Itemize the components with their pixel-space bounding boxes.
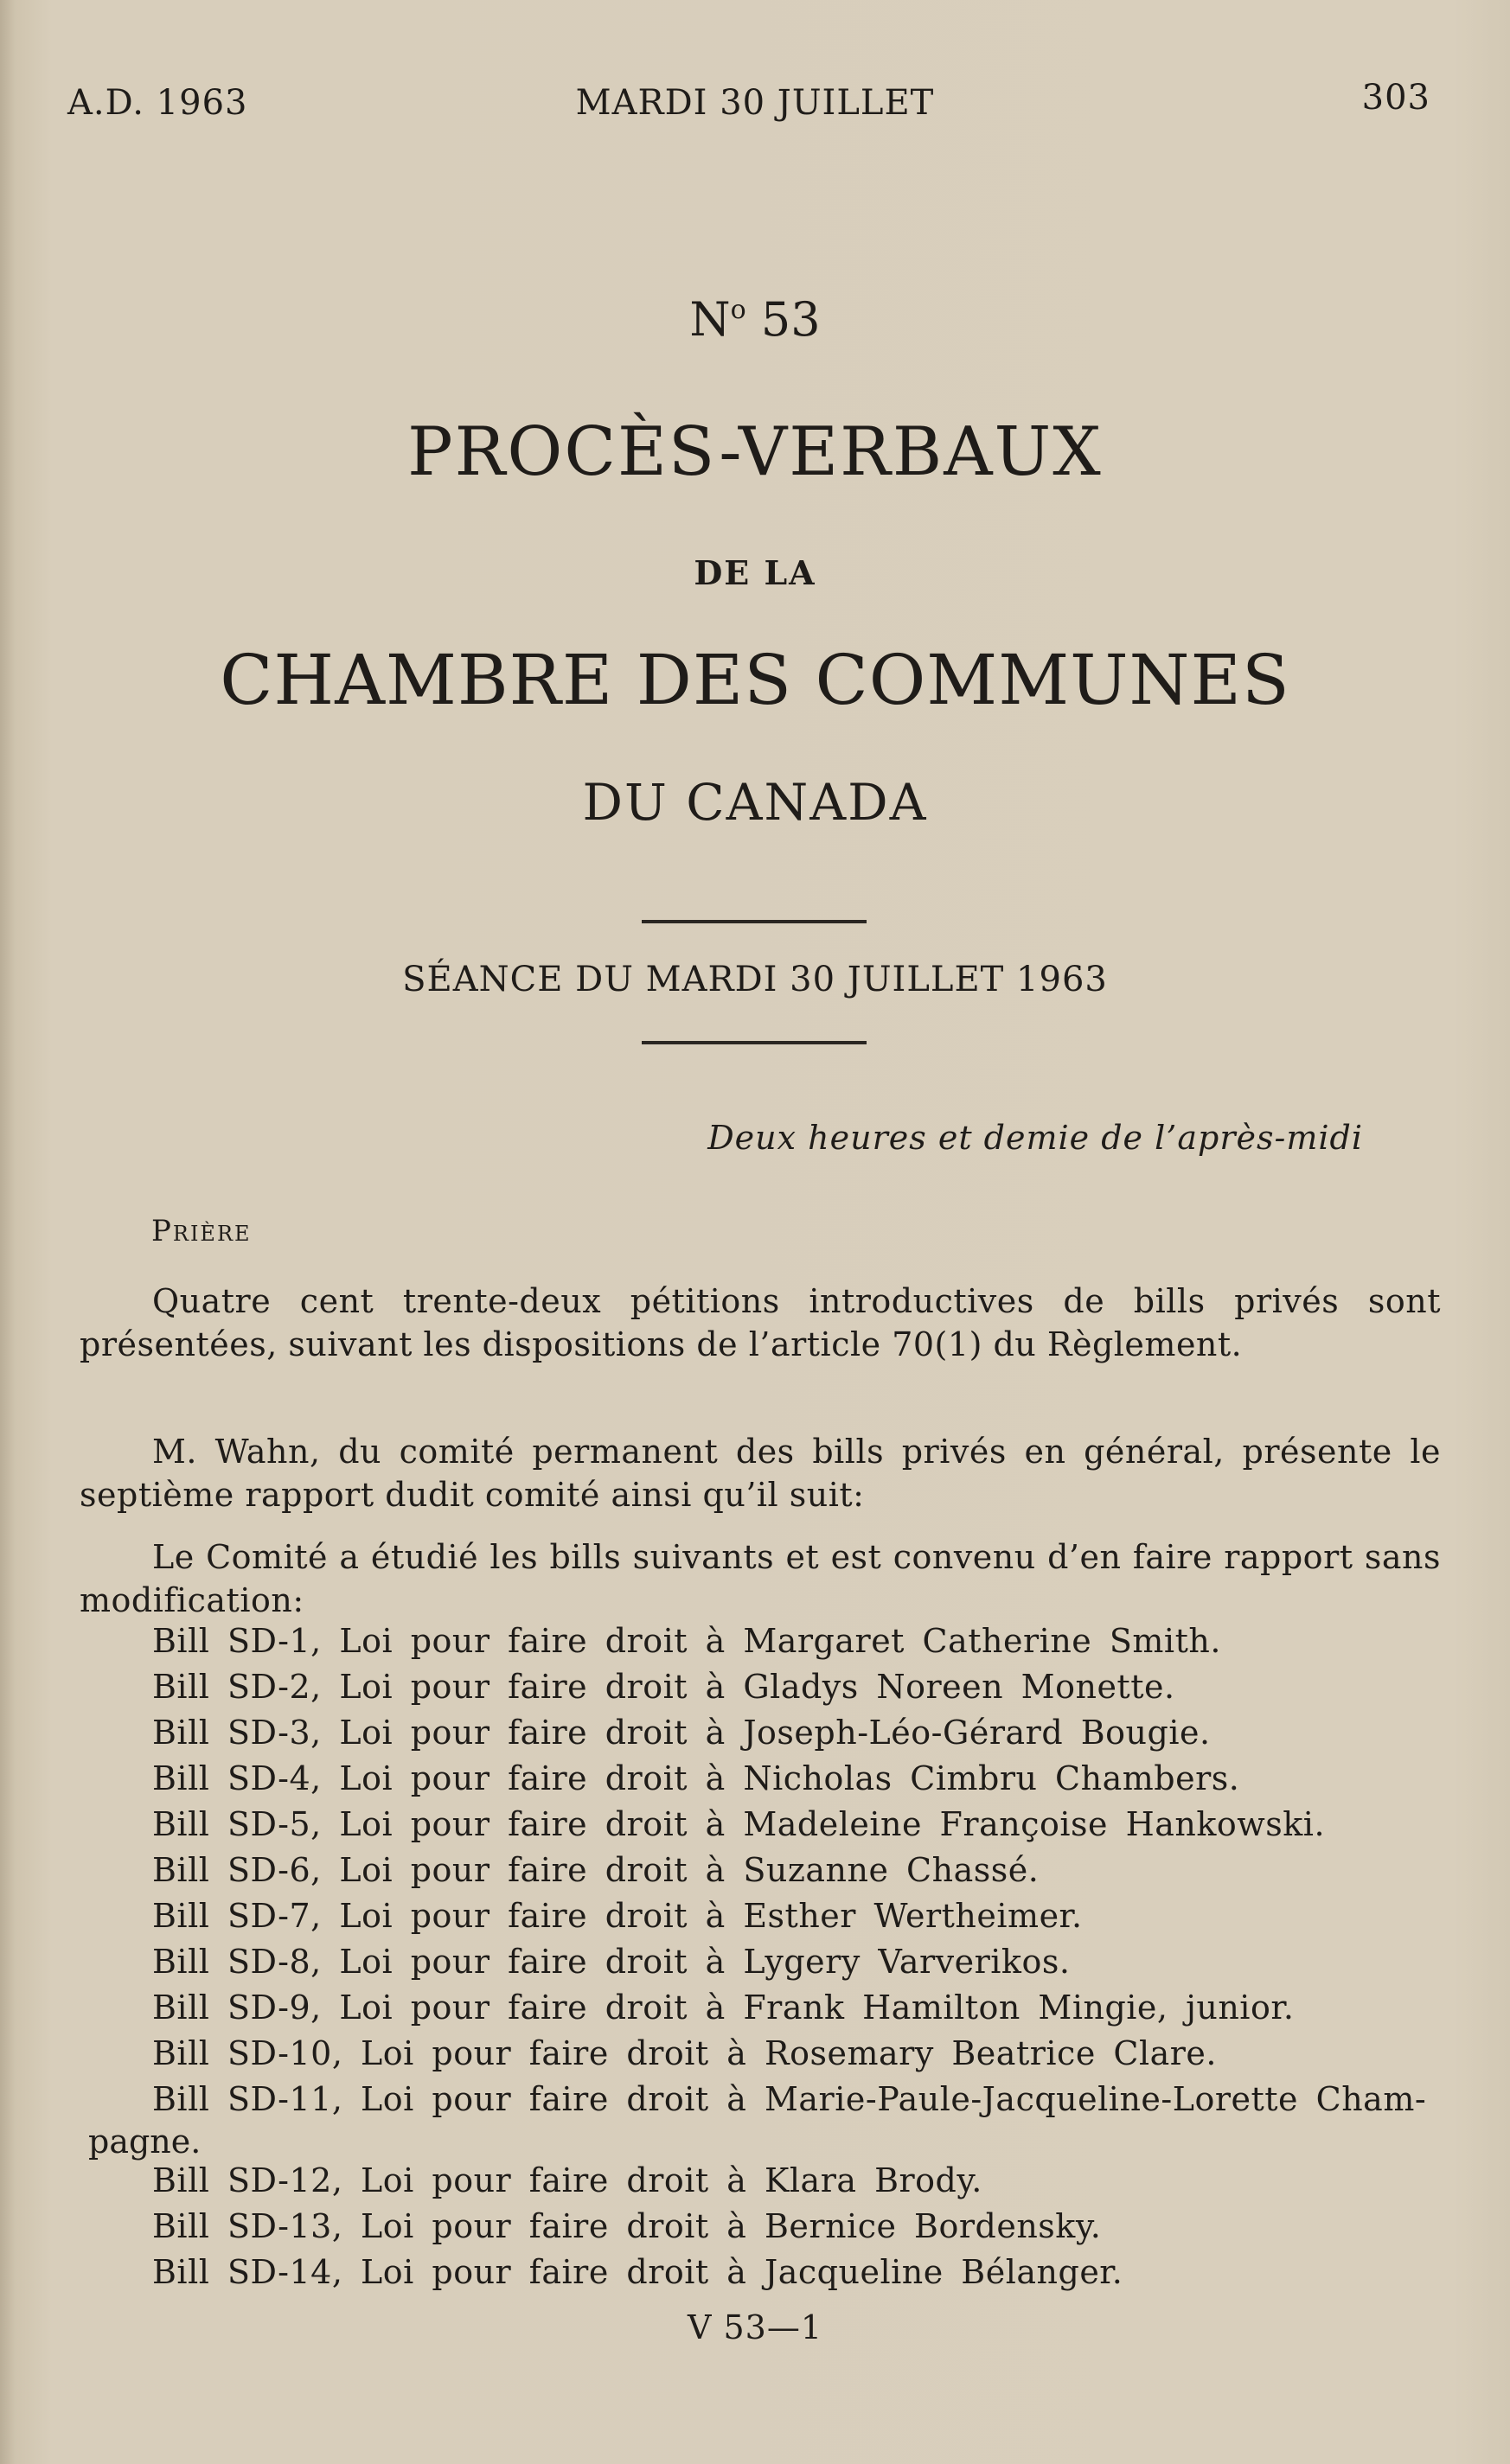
bill-continuation: pagne. bbox=[88, 2122, 202, 2161]
signature-mark: V 53—1 bbox=[687, 2308, 823, 2346]
paragraph-petitions: Quatre cent trente-deux pétitions introductives de bills privés sont présentées, suivant les dispositions de l’article 70(1) du Règlement. bbox=[80, 1282, 1441, 1363]
header-year: A.D. 1963 bbox=[67, 83, 248, 123]
paragraph-comite: Le Comité a étudié les bills suivants et est convenu d’en faire rapport sans modification: bbox=[80, 1538, 1441, 1619]
issue-number-sup: o bbox=[730, 295, 746, 325]
bill-item: Bill SD-2, Loi pour faire droit à Gladys Noreen Monette. bbox=[152, 1668, 1175, 1706]
bill-item: Bill SD-5, Loi pour faire droit à Madeleine Françoise Hankowski. bbox=[152, 1805, 1326, 1843]
bill-item: Bill SD-4, Loi pour faire droit à Nicholas Cimbru Chambers. bbox=[152, 1759, 1240, 1797]
title-chambre: CHAMBRE DES COMMUNES bbox=[220, 640, 1290, 720]
bill-item: Bill SD-10, Loi pour faire droit à Rosemary Beatrice Clare. bbox=[152, 2034, 1217, 2072]
bill-item: Bill SD-8, Loi pour faire droit à Lygery Varverikos. bbox=[152, 1943, 1071, 1981]
bill-item: Bill SD-7, Loi pour faire droit à Esther Wertheimer. bbox=[152, 1897, 1083, 1935]
divider-bottom bbox=[642, 1041, 867, 1044]
bill-list-continued bbox=[152, 2158, 1441, 2295]
divider-top bbox=[642, 920, 867, 923]
page-number: 303 bbox=[1361, 78, 1430, 118]
bill-list bbox=[152, 1618, 1441, 2122]
issue-number-prefix: N bbox=[689, 292, 731, 347]
bill-item: Bill SD-1, Loi pour faire droit à Margaret Catherine Smith. bbox=[152, 1622, 1221, 1660]
bill-item: Bill SD-11, Loi pour faire droit à Marie-Paule-Jacqueline-Lorette Cham- bbox=[152, 2080, 1427, 2118]
header-date: MARDI 30 JUILLET bbox=[575, 83, 935, 123]
section-priere: Prière bbox=[151, 1214, 252, 1248]
issue-number-value: 53 bbox=[760, 292, 821, 347]
paragraph-wahn: M. Wahn, du comité permanent des bills privés en général, présente le septième rapport dudit comité ainsi qu’il suit: bbox=[80, 1433, 1441, 1514]
session-heading: SÉANCE DU MARDI 30 JUILLET 1963 bbox=[402, 960, 1108, 999]
bill-item: Bill SD-14, Loi pour faire droit à Jacqueline Bélanger. bbox=[152, 2253, 1123, 2291]
title-de-la: DE LA bbox=[694, 553, 816, 592]
bill-item: Bill SD-3, Loi pour faire droit à Joseph-Léo-Gérard Bougie. bbox=[152, 1714, 1211, 1752]
bill-item: Bill SD-6, Loi pour faire droit à Suzanne Chassé. bbox=[152, 1851, 1040, 1889]
issue-number bbox=[0, 292, 1510, 347]
bill-item: Bill SD-13, Loi pour faire droit à Bernice Bordensky. bbox=[152, 2207, 1102, 2245]
title-canada: DU CANADA bbox=[582, 773, 928, 832]
session-time: Deux heures et demie de l’après-midi bbox=[707, 1119, 1363, 1157]
bill-item: Bill SD-12, Loi pour faire droit à Klara Brody. bbox=[152, 2161, 982, 2199]
bill-item: Bill SD-9, Loi pour faire droit à Frank Hamilton Mingie, junior. bbox=[152, 1988, 1295, 2027]
title-proces-verbaux: PROCÈS-VERBAUX bbox=[407, 413, 1103, 491]
